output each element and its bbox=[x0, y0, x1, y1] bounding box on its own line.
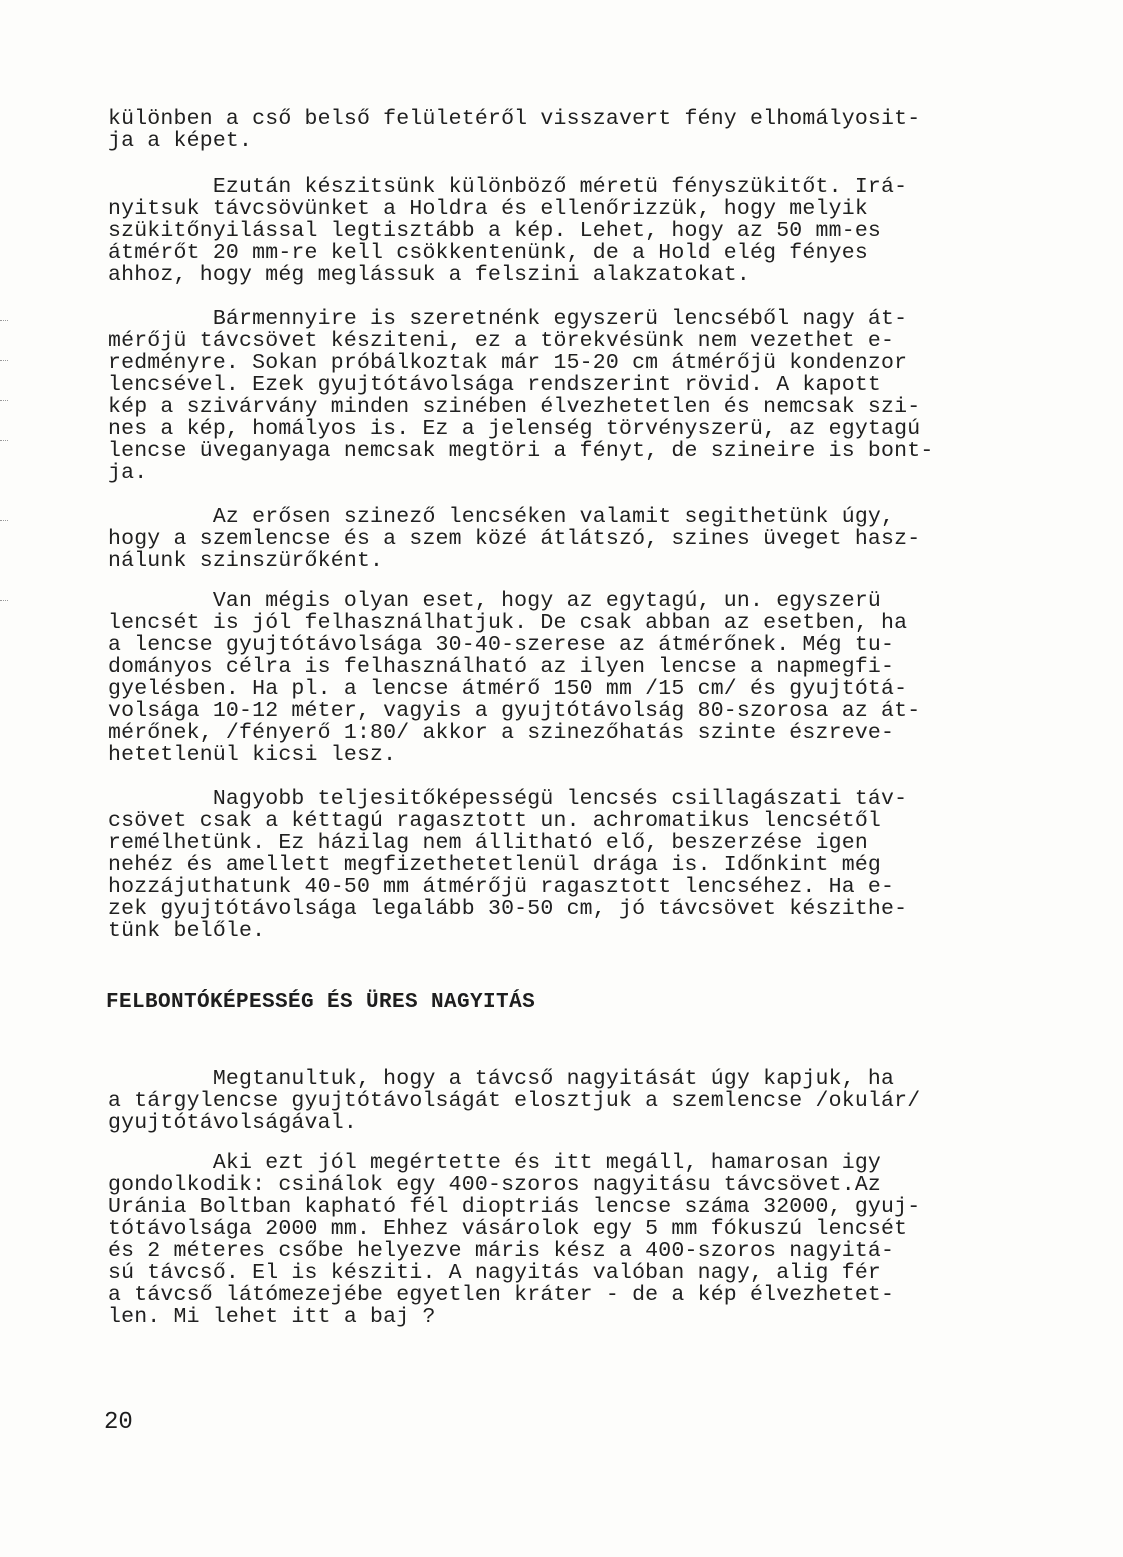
margin-mark bbox=[0, 440, 8, 441]
body-line: kép a szivárvány minden szinében élvezhetetlen és nemcsak szi- bbox=[108, 395, 921, 419]
body-line: lencsét is jól felhasználhatjuk. De csak abban az esetben, ha bbox=[108, 611, 908, 635]
body-line: különben a cső belső felületéről visszavert fény elhomályosit- bbox=[108, 107, 921, 131]
body-line: gyelésben. Ha pl. a lencse átmérő 150 mm /15 cm/ és gyujtótá- bbox=[108, 677, 908, 701]
body-line: remélhetünk. Ez házilag nem állitható elő, beszerzése igen bbox=[108, 831, 868, 855]
body-line: Az erősen szinező lencséken valamit segithetünk úgy, bbox=[108, 505, 895, 529]
body-line: csövet csak a kéttagú ragasztott un. achromatikus lencsétől bbox=[108, 809, 882, 833]
body-line: a tárgylencse gyujtótávolságát elosztjuk a szemlencse /okulár/ bbox=[108, 1089, 921, 1113]
body-line: Van mégis olyan eset, hogy az egytagú, un. egyszerü bbox=[108, 589, 882, 613]
body-line: hozzájuthatunk 40-50 mm átmérőjü ragasztott lencséhez. Ha e- bbox=[108, 875, 895, 899]
body-line: volsága 10-12 méter, vagyis a gyujtótávolság 80-szorosa az át- bbox=[108, 699, 921, 723]
body-line: Aki ezt jól megértette és itt megáll, hamarosan igy bbox=[108, 1151, 882, 1175]
body-line: nálunk szinszürőként. bbox=[108, 549, 384, 573]
body-line: lencse üveganyaga nemcsak megtöri a fényt, de szineire is bont- bbox=[108, 439, 934, 463]
margin-mark bbox=[0, 400, 8, 401]
body-line: mérőnek, /fényerő 1:80/ akkor a szinezőhatás szinte észreve- bbox=[108, 721, 895, 745]
body-line: és 2 méteres csőbe helyezve máris kész a 400-szoros nagyitá- bbox=[108, 1239, 895, 1263]
body-line: Bármennyire is szeretnénk egyszerü lencséből nagy át- bbox=[108, 307, 908, 331]
body-line: ja a képet. bbox=[108, 129, 253, 153]
body-line: sú távcső. El is késziti. A nagyitás valóban nagy, alig fér bbox=[108, 1261, 882, 1285]
body-line: tünk belőle. bbox=[108, 919, 266, 943]
body-line: redményre. Sokan próbálkoztak már 15-20 cm átmérőjü kondenzor bbox=[108, 351, 908, 375]
body-line: lencsével. Ezek gyujtótávolsága rendszerint rövid. A kapott bbox=[108, 373, 882, 397]
margin-mark bbox=[0, 320, 8, 321]
section-heading: FELBONTÓKÉPESSÉG ÉS ÜRES NAGYITÁS bbox=[106, 991, 536, 1014]
body-line: ja. bbox=[108, 461, 148, 485]
body-line: tótávolsága 2000 mm. Ehhez vásárolok egy 5 mm fókuszú lencsét bbox=[108, 1217, 908, 1241]
body-line: a távcső látómezejébe egyetlen kráter - de a kép élvezhetet- bbox=[108, 1283, 895, 1307]
body-line: a lencse gyujtótávolsága 30-40-szerese az átmérőnek. Még tu- bbox=[108, 633, 895, 657]
body-line: gondolkodik: csinálok egy 400-szoros nagyitásu távcsövet.Az bbox=[108, 1173, 882, 1197]
body-line: hetetlenül kicsi lesz. bbox=[108, 743, 397, 767]
body-line: nehéz és amellett megfizethetetlenül drága is. Időnkint még bbox=[108, 853, 882, 877]
body-line: mérőjü távcsövet késziteni, ez a törekvésünk nem vezethet e- bbox=[108, 329, 895, 353]
body-line: nes a kép, homályos is. Ez a jelenség törvényszerü, az egytagú bbox=[108, 417, 921, 441]
body-line: Ezután készitsünk különböző méretü fényszükitőt. Irá- bbox=[108, 175, 908, 199]
body-line: ahhoz, hogy még meglássuk a felszini alakzatokat. bbox=[108, 263, 751, 287]
body-line: Uránia Boltban kapható fél dioptriás lencse száma 32000, gyuj- bbox=[108, 1195, 921, 1219]
body-line: Nagyobb teljesitőképességü lencsés csillagászati táv- bbox=[108, 787, 908, 811]
body-line: átmérőt 20 mm-re kell csökkentenünk, de a Hold elég fényes bbox=[108, 241, 868, 265]
margin-mark bbox=[0, 360, 8, 361]
body-line: dományos célra is felhasználható az ilyen lencse a napmegfi- bbox=[108, 655, 895, 679]
page-number: 20 bbox=[104, 1409, 133, 1436]
margin-mark bbox=[0, 520, 8, 521]
body-line: len. Mi lehet itt a baj ? bbox=[108, 1305, 436, 1329]
body-line: zek gyujtótávolsága legalább 30-50 cm, jó távcsövet készithe- bbox=[108, 897, 908, 921]
body-line: gyujtótávolságával. bbox=[108, 1111, 357, 1135]
body-line: nyitsuk távcsövünket a Holdra és ellenőrizzük, hogy melyik bbox=[108, 197, 868, 221]
body-line: hogy a szemlencse és a szem közé átlátszó, szines üveget hasz- bbox=[108, 527, 921, 551]
body-line: szükitőnyilással legtisztább a kép. Lehet, hogy az 50 mm-es bbox=[108, 219, 882, 243]
margin-mark bbox=[0, 600, 8, 601]
body-line: Megtanultuk, hogy a távcső nagyitását úgy kapjuk, ha bbox=[108, 1067, 895, 1091]
